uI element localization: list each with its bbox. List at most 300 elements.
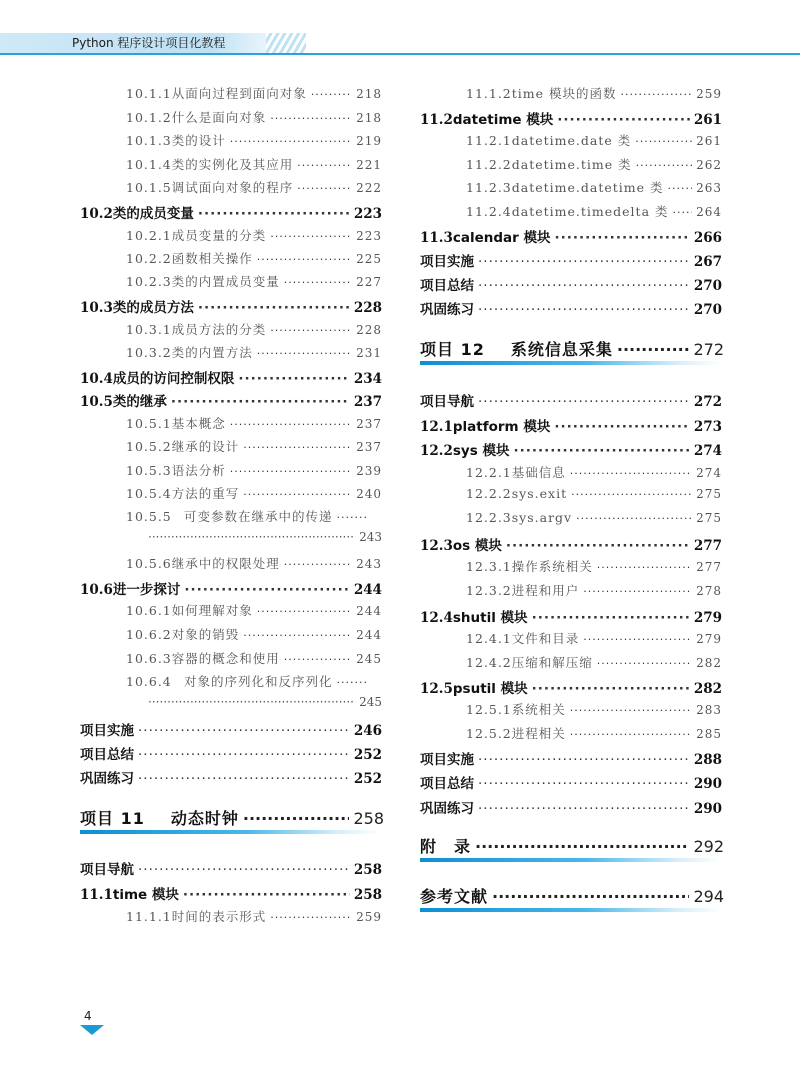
toc-entry-number: 10.5.1 <box>126 416 172 431</box>
dot-leader <box>183 887 350 903</box>
toc-entry-page: 245 <box>356 652 382 666</box>
dot-leader <box>597 657 692 670</box>
toc-entry[interactable] <box>126 461 382 479</box>
toc-entry-page: 259 <box>356 910 382 924</box>
dot-leader <box>171 394 350 410</box>
toc-entry-number: 12.2.3 <box>466 510 512 525</box>
toc-entry[interactable] <box>126 155 382 173</box>
toc-entry-number: 10.1.1 <box>126 86 172 101</box>
toc-entry[interactable] <box>126 649 382 667</box>
dot-leader <box>478 752 690 768</box>
chapter-label: 项目 12 <box>420 340 485 359</box>
toc-entry-number: 12.4.2 <box>466 655 512 670</box>
toc-entry[interactable] <box>420 415 722 435</box>
toc-entry-number: 11.2.2 <box>466 157 512 172</box>
toc-entry-title: datetime.timedelta 类 <box>511 204 669 219</box>
toc-entry-number: 12.3 <box>420 538 453 554</box>
chapter-underline <box>80 830 382 834</box>
toc-entry[interactable] <box>420 274 722 294</box>
toc-entry-title: 进程相关 <box>511 726 566 741</box>
toc-entry-page: 243 <box>359 530 382 544</box>
dot-leader <box>311 88 352 101</box>
toc-entry[interactable] <box>126 601 382 619</box>
toc-entry-page: 237 <box>356 440 382 454</box>
toc-entry-title: datetime.time 类 <box>511 157 632 172</box>
toc-entry[interactable] <box>466 629 722 647</box>
toc-entry-page: 218 <box>356 87 382 101</box>
chapter-title: 附 录 <box>420 837 472 856</box>
toc-entry-continuation <box>148 695 382 709</box>
dot-leader <box>297 182 352 195</box>
toc-entry-page: 244 <box>356 604 382 618</box>
toc-entry-number: 12.3.2 <box>466 583 512 598</box>
chapter-underline <box>420 858 722 862</box>
dot-leader <box>138 771 350 787</box>
toc-entry[interactable] <box>420 797 722 817</box>
toc-entry[interactable] <box>126 625 382 643</box>
toc-entry-title: 类的内置成员变量 <box>171 274 280 289</box>
toc-entry-title: 函数相关操作 <box>171 251 253 266</box>
toc-entry-title: 类的设计 <box>171 133 226 148</box>
dot-leader <box>230 418 352 431</box>
toc-entry[interactable] <box>80 202 382 222</box>
toc-entry[interactable] <box>80 578 382 598</box>
toc-entry[interactable] <box>466 84 722 102</box>
toc-entry-title: 基本概念 <box>171 416 226 431</box>
dot-leader <box>230 465 352 478</box>
toc-entry-page: 285 <box>696 727 722 741</box>
dot-leader <box>138 747 350 763</box>
toc-entry[interactable] <box>466 653 722 671</box>
dot-leader <box>284 653 352 666</box>
toc-entry-title: 系统相关 <box>511 702 566 717</box>
dot-leader <box>478 394 690 410</box>
toc-entry-title: 类的成员方法 <box>112 300 194 316</box>
toc-entry-number: 10.6 <box>80 582 113 598</box>
toc-entry[interactable] <box>420 108 722 128</box>
toc-entry-page: 225 <box>356 252 382 266</box>
toc-entry-title: 项目导航 <box>420 394 474 410</box>
toc-entry[interactable] <box>80 883 382 903</box>
toc-entry[interactable] <box>420 534 722 554</box>
toc-entry-page: 264 <box>696 205 722 219</box>
toc-entry-number: 12.5.1 <box>466 702 512 717</box>
toc-entry-number: 11.2.1 <box>466 133 512 148</box>
toc-entry-title: sys.argv <box>511 510 573 525</box>
toc-entry-title: psutil 模块 <box>452 681 528 697</box>
toc-entry[interactable] <box>420 748 722 768</box>
toc-entry-page: 288 <box>693 752 722 768</box>
toc-entry-title: 类的成员变量 <box>112 206 194 222</box>
toc-entry-page: 259 <box>696 87 722 101</box>
toc-entry-page: 221 <box>356 158 382 172</box>
dot-leader <box>337 511 367 524</box>
dot-leader <box>532 681 690 697</box>
toc-entry-title: 文件和目录 <box>511 631 580 646</box>
toc-entry-title: 继承的设计 <box>171 439 240 454</box>
toc-entry-number: 10.5.2 <box>126 439 172 454</box>
toc-entry-page: 270 <box>693 278 722 294</box>
toc-entry-number: 12.3.1 <box>466 559 512 574</box>
dot-leader <box>532 610 690 626</box>
toc-entry-page: 239 <box>356 464 382 478</box>
toc-entry-page: 252 <box>353 747 382 763</box>
toc-entry-page: 245 <box>359 695 382 709</box>
toc-entry[interactable] <box>126 343 382 361</box>
dot-leader <box>673 206 693 219</box>
dot-leader <box>621 88 693 101</box>
header-rule <box>0 53 800 55</box>
toc-entry-title: 方法的重写 <box>171 486 240 501</box>
toc-entry[interactable] <box>420 677 722 697</box>
toc-entry-number: 10.2 <box>80 206 113 222</box>
toc-entry-title: time 模块 <box>112 887 179 903</box>
toc-entry[interactable] <box>420 298 722 318</box>
toc-entry[interactable] <box>126 672 382 690</box>
chapter-label: 项目 11 <box>80 809 145 828</box>
dot-leader <box>270 230 352 243</box>
toc-entry[interactable] <box>80 367 382 387</box>
toc-entry-page: 283 <box>696 703 722 717</box>
toc-entry-title: 类的实例化及其应用 <box>171 157 294 172</box>
toc-entry-page: 231 <box>356 346 382 360</box>
toc-entry-number: 10.2.2 <box>126 251 172 266</box>
toc-entry-title: 巩固练习 <box>420 801 474 817</box>
dot-leader <box>475 837 689 856</box>
toc-entry-page: 228 <box>356 323 382 337</box>
toc-entry-number: 12.2 <box>420 443 453 459</box>
toc-entry[interactable] <box>80 743 382 763</box>
toc-entry-number: 10.6.1 <box>126 603 172 618</box>
toc-entry-number: 10.5.4 <box>126 486 172 501</box>
toc-entry[interactable] <box>80 767 382 787</box>
dot-leader <box>635 135 692 148</box>
toc-entry[interactable] <box>126 437 382 455</box>
triangle-marker-icon <box>80 1025 104 1035</box>
header-stripes <box>266 33 306 53</box>
dot-leader <box>506 538 690 554</box>
toc-entry[interactable] <box>420 606 722 626</box>
chapter-underline <box>420 908 722 912</box>
toc-entry-number: 10.2.3 <box>126 274 172 289</box>
toc-entry-page: 274 <box>693 443 722 459</box>
toc-entry-page: 279 <box>693 610 722 626</box>
toc-entry-title: 对象的序列化和反序列化 <box>184 674 333 689</box>
toc-entry[interactable] <box>126 554 382 572</box>
toc-entry-number: 12.1 <box>420 419 453 435</box>
toc-entry-title: os 模块 <box>452 538 502 554</box>
toc-entry-number: 11.2.3 <box>466 180 512 195</box>
toc-entry[interactable] <box>126 178 382 196</box>
dot-leader <box>478 776 690 792</box>
toc-entry-title: 项目实施 <box>420 752 474 768</box>
toc-entry-title: 从面向过程到面向对象 <box>171 86 307 101</box>
toc-entry-title: 进程和用户 <box>511 583 580 598</box>
toc-entry-title: 类的内置方法 <box>171 345 253 360</box>
toc-entry-page: 223 <box>356 229 382 243</box>
toc-entry-number: 11.3 <box>420 230 453 246</box>
toc-entry-page: 290 <box>693 776 722 792</box>
toc-entry-title: platform 模块 <box>452 419 551 435</box>
dot-leader <box>570 467 692 480</box>
dot-leader <box>513 443 689 459</box>
toc-entry-number: 10.4 <box>80 371 113 387</box>
chapter-title: 参考文献 <box>420 887 489 906</box>
toc-entry-number: 10.5.5 <box>126 509 172 524</box>
dot-leader <box>478 801 690 817</box>
toc-entry[interactable] <box>126 108 382 126</box>
toc-entry-number: 12.2.1 <box>466 465 512 480</box>
toc-entry-page: 274 <box>696 466 722 480</box>
toc-entry-title: 时间的表示形式 <box>171 909 267 924</box>
toc-entry[interactable] <box>466 486 722 501</box>
toc-entry-page: 267 <box>693 254 722 270</box>
toc-entry-number: 12.5.2 <box>466 726 512 741</box>
toc-entry-title: datetime.date 类 <box>511 133 632 148</box>
chapter-page: 294 <box>693 887 724 906</box>
dot-leader <box>668 182 693 195</box>
toc-entry-number: 11.1 <box>80 887 113 903</box>
chapter-page: 258 <box>353 809 384 828</box>
toc-entry[interactable] <box>420 226 722 246</box>
toc-entry[interactable] <box>80 296 382 316</box>
toc-entry-title: 项目实施 <box>420 254 474 270</box>
toc-entry[interactable] <box>126 507 382 525</box>
toc-entry-page: 290 <box>693 801 722 817</box>
chapter-title: 系统信息采集 <box>510 340 613 359</box>
toc-entry-title: 操作系统相关 <box>511 559 593 574</box>
chapter-page: 292 <box>693 837 724 856</box>
toc-entry[interactable] <box>80 390 382 410</box>
toc-entry-title: 继承中的权限处理 <box>171 556 280 571</box>
toc-entry-title: 巩固练习 <box>80 771 134 787</box>
toc-entry-title: time 模块的函数 <box>511 86 617 101</box>
toc-entry-number: 10.5.3 <box>126 463 172 478</box>
dot-leader <box>617 340 690 359</box>
dot-leader <box>148 530 355 544</box>
toc-entry-page: 237 <box>356 417 382 431</box>
toc-entry-title: 调试面向对象的程序 <box>171 180 294 195</box>
toc-entry-page: 270 <box>693 302 722 318</box>
chapter-page: 272 <box>693 340 724 359</box>
dot-leader <box>597 561 692 574</box>
chapter-underline <box>420 361 722 365</box>
toc-entry-number: 12.4.1 <box>466 631 512 646</box>
toc-entry-number: 11.1.1 <box>126 909 172 924</box>
toc-entry[interactable] <box>466 155 722 173</box>
running-header <box>0 0 800 62</box>
toc-entry-page: 223 <box>353 206 382 222</box>
dot-leader <box>570 728 692 741</box>
dot-leader <box>148 695 355 709</box>
dot-leader <box>198 206 350 222</box>
toc-entry-page: 219 <box>356 134 382 148</box>
toc-entry-page: 252 <box>353 771 382 787</box>
dot-leader <box>243 629 352 642</box>
toc-entry-title: 项目导航 <box>80 862 134 878</box>
toc-entry-number: 10.5.6 <box>126 556 172 571</box>
dot-leader <box>284 558 352 571</box>
dot-leader <box>257 253 352 266</box>
dot-leader <box>138 723 350 739</box>
dot-leader <box>554 419 689 435</box>
toc-entry-page: 277 <box>693 538 722 554</box>
dot-leader <box>478 278 690 294</box>
toc-entry-number: 12.5 <box>420 681 453 697</box>
dot-leader <box>184 582 349 598</box>
dot-leader <box>571 488 692 501</box>
toc-entry[interactable] <box>80 719 382 739</box>
toc-entry-page: 246 <box>353 723 382 739</box>
toc-entry-number: 11.2 <box>420 112 453 128</box>
toc-entry-page: 244 <box>353 582 382 598</box>
dot-leader <box>337 676 367 689</box>
toc-entry-title: 可变参数在继承中的传递 <box>184 509 333 524</box>
toc-entry-page: 273 <box>693 419 722 435</box>
toc-entry-page: 258 <box>353 862 382 878</box>
toc-entry-title: datetime 模块 <box>452 112 554 128</box>
toc-entry-title: 容器的概念和使用 <box>171 651 280 666</box>
toc-entry-number: 10.3 <box>80 300 113 316</box>
toc-entry[interactable] <box>126 907 382 925</box>
toc-entry[interactable] <box>466 724 722 742</box>
toc-entry-title: 进一步探讨 <box>112 582 181 598</box>
toc-entry-title: 压缩和解压缩 <box>511 655 593 670</box>
dot-leader <box>576 512 692 525</box>
toc-entry-title: 如何理解对象 <box>171 603 253 618</box>
toc-entry[interactable] <box>466 463 722 481</box>
toc-entry[interactable] <box>420 390 722 410</box>
toc-entry-title: 语法分析 <box>171 463 226 478</box>
toc-entry-page: 244 <box>356 628 382 642</box>
toc-entry-page: 237 <box>353 394 382 410</box>
dot-leader <box>492 887 689 906</box>
toc-entry-number: 10.1.5 <box>126 180 172 195</box>
dot-leader <box>243 488 352 501</box>
dot-leader <box>297 159 352 172</box>
dot-leader <box>270 324 352 337</box>
toc-entry-page: 258 <box>353 887 382 903</box>
toc-entry-page: 262 <box>696 158 722 172</box>
toc-entry[interactable] <box>420 439 722 459</box>
dot-leader <box>555 230 690 246</box>
toc-entry-title: sys.exit <box>511 486 568 501</box>
toc-entry-title: 对象的销毁 <box>171 627 240 642</box>
toc-entry-title: sys 模块 <box>452 443 510 459</box>
toc-entry-title: shutil 模块 <box>452 610 528 626</box>
toc-entry-title: 巩固练习 <box>420 302 474 318</box>
toc-entry[interactable] <box>126 131 382 149</box>
toc-entry[interactable] <box>466 202 722 220</box>
toc-entry[interactable] <box>126 84 382 102</box>
toc-entry-page: 240 <box>356 487 382 501</box>
chapter-heading[interactable] <box>80 806 384 829</box>
toc-entry-title: 项目总结 <box>420 278 474 294</box>
toc-entry[interactable] <box>420 250 722 270</box>
book-title: Python 程序设计项目化教程 <box>72 36 226 50</box>
toc-entry[interactable] <box>420 772 722 792</box>
toc-entry-number: 10.1.4 <box>126 157 172 172</box>
toc-entry-number: 10.6.3 <box>126 651 172 666</box>
toc-entry-title: 类的继承 <box>112 394 167 410</box>
toc-entry[interactable] <box>126 249 382 267</box>
toc-entry-continuation <box>148 530 382 544</box>
toc-entry-page: 278 <box>696 584 722 598</box>
toc-entry-number: 11.2.4 <box>466 204 512 219</box>
toc-entry-page: 275 <box>696 487 722 501</box>
toc-entry[interactable] <box>466 557 722 575</box>
toc-entry-title: 项目实施 <box>80 723 134 739</box>
toc-entry-number: 10.3.2 <box>126 345 172 360</box>
toc-entry-page: 263 <box>696 181 722 195</box>
toc-entry-number: 10.1.3 <box>126 133 172 148</box>
toc-entry-number: 10.1.2 <box>126 110 172 125</box>
toc-entry-number: 11.1.2 <box>466 86 512 101</box>
toc-entry[interactable] <box>466 581 722 599</box>
toc-entry-page: 277 <box>696 560 722 574</box>
dot-leader <box>478 302 690 318</box>
toc-entry-page: 266 <box>693 230 722 246</box>
toc-entry-number: 10.6.2 <box>126 627 172 642</box>
toc-entry-page: 261 <box>696 134 722 148</box>
chapter-heading[interactable] <box>420 834 724 857</box>
dot-leader <box>270 911 352 924</box>
chapter-heading[interactable] <box>420 337 724 360</box>
dot-leader <box>583 633 692 646</box>
toc-entry-number: 10.6.4 <box>126 674 172 689</box>
dot-leader <box>243 441 352 454</box>
chapter-title: 动态时钟 <box>170 809 239 828</box>
toc-entry[interactable] <box>80 858 382 878</box>
dot-leader <box>257 605 352 618</box>
page-number: 4 <box>84 1009 92 1023</box>
toc-entry[interactable] <box>126 484 382 502</box>
toc-entry-page: 222 <box>356 181 382 195</box>
toc-entry[interactable] <box>466 131 722 149</box>
dot-leader <box>198 300 350 316</box>
toc-entry-number: 10.5 <box>80 394 113 410</box>
toc-entry-title: 成员方法的分类 <box>171 322 267 337</box>
toc-entry-title: 基础信息 <box>511 465 566 480</box>
toc-entry[interactable] <box>126 272 382 290</box>
toc-entry-title: calendar 模块 <box>452 230 551 246</box>
dot-leader <box>583 585 692 598</box>
toc-entry-page: 227 <box>356 275 382 289</box>
toc-entry-number: 10.2.1 <box>126 228 172 243</box>
toc-entry[interactable] <box>466 178 722 196</box>
toc-entry-page: 279 <box>696 632 722 646</box>
toc-entry-page: 228 <box>353 300 382 316</box>
dot-leader <box>557 112 690 128</box>
chapter-heading[interactable] <box>420 884 724 907</box>
toc-entry-title: 项目总结 <box>420 776 474 792</box>
dot-leader <box>138 862 350 878</box>
toc-entry-page: 218 <box>356 111 382 125</box>
dot-leader <box>270 112 352 125</box>
toc-entry[interactable] <box>466 700 722 718</box>
toc-entry-title: 什么是面向对象 <box>171 110 267 125</box>
dot-leader <box>257 347 352 360</box>
toc-entry-page: 272 <box>693 394 722 410</box>
toc-entry[interactable] <box>126 320 382 338</box>
toc-entry-number: 10.3.1 <box>126 322 172 337</box>
toc-entry[interactable] <box>466 510 722 525</box>
toc-entry-title: 成员变量的分类 <box>171 228 267 243</box>
dot-leader <box>284 276 352 289</box>
toc-entry-page: 282 <box>696 656 722 670</box>
toc-entry[interactable] <box>126 414 382 432</box>
toc-entry[interactable] <box>126 226 382 244</box>
